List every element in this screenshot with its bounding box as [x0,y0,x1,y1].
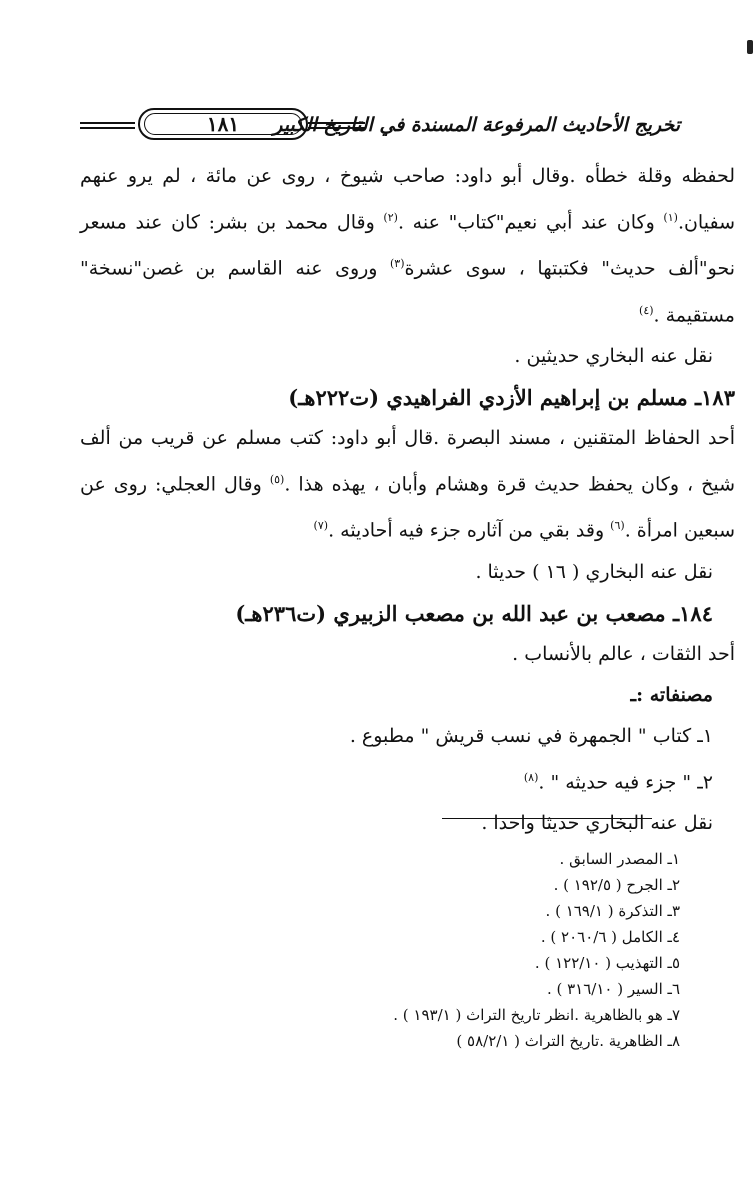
text-run: وقال العجلي: روى عن سبعين امرأة . [80,473,735,542]
text-run: لحفظه وقلة خطأه .وقال أبو داود: صاحب شيوخ ، روى عن مائة ، لم يرو عنهم سفيان. [80,165,735,234]
footnote-ref[interactable]: (٤) [639,303,654,317]
header-rule-left [80,122,135,129]
header-rule [308,122,365,129]
footnote: ٤ـ الكامل ( ٢٠٦٠/٦ ) . [540,928,680,946]
footnote-ref[interactable]: (٣) [389,257,405,271]
text-run: أحد الحفاظ المتقنين ، مسند البصرة .قال أبو داود: كتب مسلم عن قريب من ألف شيخ ، وكان يحفظ حديث قرة وهشام وأبان ، يهذه هذا . [80,426,736,496]
footnote: ٢ـ الجرح ( ١٩٢/٥ ) . [553,876,680,894]
footnote: ٦ـ السير ( ٣١٦/١٠ ) . [546,980,680,998]
footnote-ref[interactable]: (١) [663,211,678,224]
running-header [80,108,680,148]
footnotes [250,846,680,1054]
header-title: تخريج الأحاديث المرفوعة المسندة في التاريخ الكبير [273,114,680,136]
text-run: وقال محمد بن بشر: كان عند مسعر نحو"ألف حديث" فكتبتها ، سوى عشرة [80,211,735,280]
paragraph: نقل عنه البخاري حديثين . [514,344,713,367]
footnote-ref[interactable]: (٢) [383,211,398,224]
main-text [80,156,735,844]
text-run: وروى عنه القاسم بن غصن"نسخة" مستقيمة . [80,257,735,326]
page-edge-mark [747,40,753,54]
text-run: وكان عند أبي نعيم"كتاب" عنه . [397,211,655,234]
footnote: ٨ـ الظاهرية .تاريخ التراث ( ٥٨/٢/١ ) [456,1032,680,1050]
text-run: ٢ـ " جزء فيه حديثه " . [538,770,713,793]
page-number: ١٨١ [138,108,308,140]
text-run: وقد بقي من آثاره جزء فيه أحاديثه . [328,519,605,542]
paragraph: نقل عنه البخاري ( ١٦ ) حديثا . [475,560,713,583]
footnote-divider [442,818,652,819]
footnote: ١ـ المصدر السابق . [559,850,680,868]
paragraph [80,156,735,336]
footnote-ref[interactable]: (٨) [523,770,539,784]
works-heading: مصنفاته :ـ [630,683,713,706]
list-item [80,757,735,803]
entry-heading-184: ١٨٤ـ مصعب بن عبد الله بن مصعب الزبيري (ت٢٣٦هـ) [235,600,713,626]
entry-heading-183: ١٨٣ـ مسلم بن إبراهيم الأزدي الفراهيدي (ت٢٢٢هـ) [288,384,735,410]
footnote-ref[interactable]: (٦) [610,519,625,533]
paragraph: أحد الثقات ، عالم بالأنساب . [512,642,735,665]
footnote: ٣ـ التذكرة ( ١٦٩/١ ) . [545,902,680,920]
paragraph [80,418,735,552]
list-item: ١ـ كتاب " الجمهرة في نسب قريش " مطبوع . [349,724,713,747]
paragraph: نقل عنه البخاري حديثا واحدا . [481,811,713,834]
footnote-ref[interactable]: (٥) [269,472,285,486]
footnote: ٧ـ هو بالظاهرية .انظر تاريخ التراث ( ١٩٣/١ ) . [393,1006,680,1024]
footnote-ref[interactable]: (٧) [313,519,329,533]
footnote: ٥ـ التهذيب ( ١٢٢/١٠ ) . [534,954,680,972]
